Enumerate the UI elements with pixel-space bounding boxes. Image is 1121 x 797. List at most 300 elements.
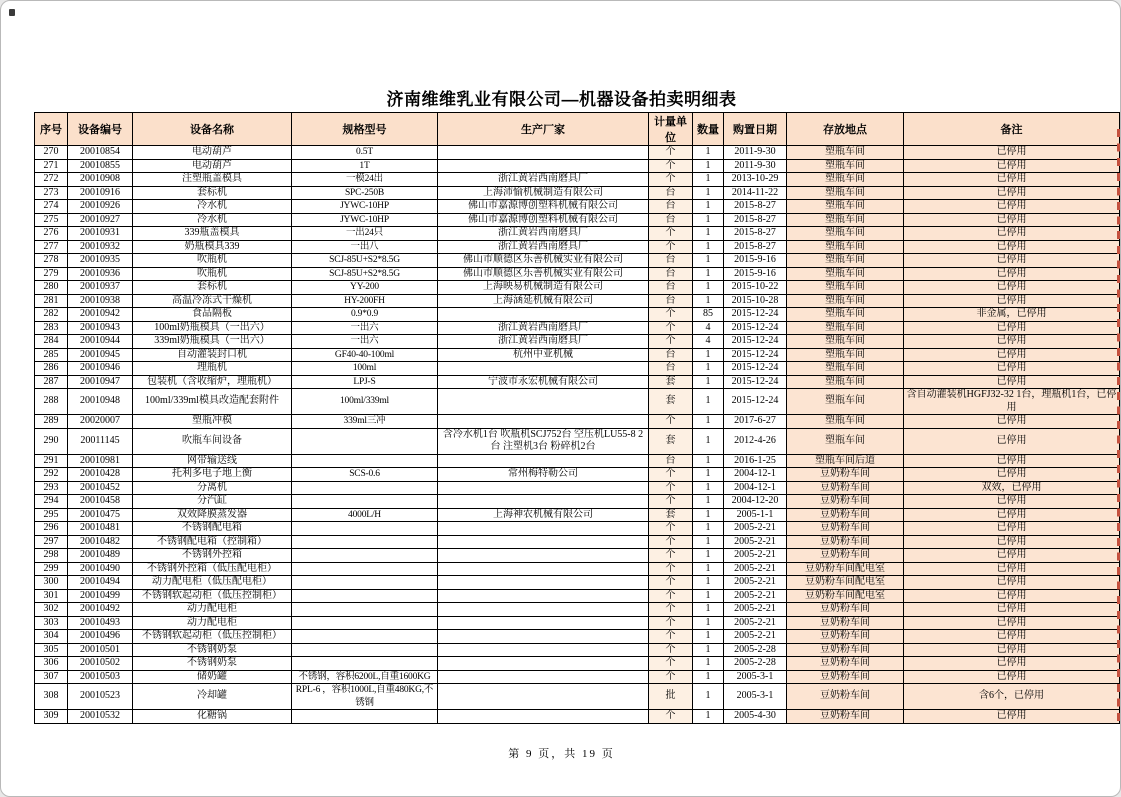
table-cell: 已停用	[904, 254, 1120, 268]
table-row	[35, 468, 1120, 482]
table-cell: 1	[693, 522, 724, 536]
table-cell	[438, 454, 649, 468]
table-cell: 2005-2-21	[724, 522, 787, 536]
table-cell	[438, 415, 649, 429]
table-cell: YY-200	[292, 281, 438, 295]
table-cell	[292, 630, 438, 644]
table-cell: 285	[35, 348, 68, 362]
table-cell: 100ml/339ml	[292, 389, 438, 415]
table-cell: 1	[693, 375, 724, 389]
table-cell: 个	[649, 227, 693, 241]
table-cell	[438, 643, 649, 657]
table-cell: 294	[35, 495, 68, 509]
table-cell: 1	[693, 454, 724, 468]
table-cell: 272	[35, 173, 68, 187]
table-cell: 1	[693, 362, 724, 376]
table-cell: 4000L/H	[292, 508, 438, 522]
table-cell: 2004-12-20	[724, 495, 787, 509]
table-cell	[438, 146, 649, 160]
table-cell: 浙江黄岩西南磨具厂	[438, 240, 649, 254]
table-cell: 塑瓶车间	[787, 240, 904, 254]
table-cell: 1	[693, 562, 724, 576]
table-cell: 339瓶盖模具	[133, 227, 292, 241]
table-cell: 电动葫芦	[133, 159, 292, 173]
table-row	[35, 186, 1120, 200]
table-cell: 20010936	[68, 267, 133, 281]
table-cell: 个	[649, 321, 693, 335]
table-cell: 1	[693, 589, 724, 603]
table-cell: 豆奶粉车间	[787, 643, 904, 657]
table-row	[35, 281, 1120, 295]
table-cell: 2015-12-24	[724, 308, 787, 322]
table-cell: 豆奶粉车间	[787, 670, 904, 684]
table-cell	[438, 710, 649, 724]
table-cell: RPL-6 ，容积1000L,自重480KG,不锈钢	[292, 684, 438, 710]
table-cell: 台	[649, 213, 693, 227]
table-cell	[292, 549, 438, 563]
table-cell: 2005-2-21	[724, 576, 787, 590]
table-cell: 豆奶粉车间	[787, 522, 904, 536]
table-cell: 271	[35, 159, 68, 173]
column-header-quantity: 数量	[693, 113, 724, 146]
table-cell: 杭州中亚机械	[438, 348, 649, 362]
table-cell: 302	[35, 603, 68, 617]
table-cell	[438, 159, 649, 173]
table-cell: 2015-12-24	[724, 389, 787, 415]
table-row	[35, 684, 1120, 710]
table-cell: 301	[35, 589, 68, 603]
table-cell: 台	[649, 200, 693, 214]
table-cell	[438, 603, 649, 617]
table-cell: 个	[649, 481, 693, 495]
page-number: 第 9 页，共 19 页	[508, 748, 615, 760]
table-cell: 2015-12-24	[724, 362, 787, 376]
table-cell: 不锈钢软起动柜（低压控制柜）	[133, 589, 292, 603]
table-cell: 动力配电柜（低压配电柜）	[133, 576, 292, 590]
table-row	[35, 227, 1120, 241]
table-cell: HY-200FH	[292, 294, 438, 308]
table-cell: 台	[649, 254, 693, 268]
table-cell: 个	[649, 240, 693, 254]
table-cell: 20010943	[68, 321, 133, 335]
table-cell: 20010503	[68, 670, 133, 684]
table-cell: 2015-8-27	[724, 213, 787, 227]
table-cell: 已停用	[904, 294, 1120, 308]
table-cell: SCJ-85U+S2*8.5G	[292, 254, 438, 268]
table-cell: 已停用	[904, 630, 1120, 644]
table-cell: 1	[693, 240, 724, 254]
table-cell: 注塑瓶盖模具	[133, 173, 292, 187]
table-cell: 上海沛愉机械制造有限公司	[438, 186, 649, 200]
table-cell: 浙江黄岩西南磨具厂	[438, 227, 649, 241]
table-cell: 278	[35, 254, 68, 268]
table-cell: 2015-9-16	[724, 267, 787, 281]
table-cell: 已停用	[904, 522, 1120, 536]
table-cell: 20010946	[68, 362, 133, 376]
table-cell: 2005-2-21	[724, 616, 787, 630]
table-cell: 20010944	[68, 335, 133, 349]
table-cell: 佛山市嘉源博创塑料机械有限公司	[438, 200, 649, 214]
table-cell: 1	[693, 468, 724, 482]
table-cell	[438, 576, 649, 590]
table-cell: 20010855	[68, 159, 133, 173]
equipment-auction-table	[34, 112, 1120, 724]
table-cell: 非金属，已停用	[904, 308, 1120, 322]
table-cell: 287	[35, 375, 68, 389]
table-body	[35, 146, 1120, 724]
table-cell: 1	[693, 643, 724, 657]
scan-artifact	[9, 9, 15, 16]
table-row	[35, 643, 1120, 657]
table-cell: LPJ-S	[292, 375, 438, 389]
table-cell: 塑瓶车间	[787, 375, 904, 389]
table-cell: 20010502	[68, 657, 133, 671]
table-row	[35, 267, 1120, 281]
table-cell: 304	[35, 630, 68, 644]
table-cell: 高温冷冻式干燥机	[133, 294, 292, 308]
table-cell: 塑瓶车间	[787, 186, 904, 200]
table-cell: 已停用	[904, 200, 1120, 214]
table-cell: 不锈钢外控箱	[133, 549, 292, 563]
table-cell: 1	[693, 173, 724, 187]
table-cell: 273	[35, 186, 68, 200]
table-cell: 1	[693, 576, 724, 590]
table-cell: 套	[649, 375, 693, 389]
table-cell: 已停用	[904, 549, 1120, 563]
table-cell: 豆奶粉车间	[787, 684, 904, 710]
table-cell: 塑瓶车间	[787, 335, 904, 349]
table-cell: 塑瓶车间	[787, 159, 904, 173]
table-cell	[438, 389, 649, 415]
table-cell: 吹瓶车间设备	[133, 428, 292, 454]
table-cell: 套	[649, 428, 693, 454]
table-cell: 已停用	[904, 643, 1120, 657]
table-cell: 2005-3-1	[724, 670, 787, 684]
table-cell: 不锈钢配电箱	[133, 522, 292, 536]
table-cell: 2015-12-24	[724, 335, 787, 349]
table-cell: 2012-4-26	[724, 428, 787, 454]
table-row	[35, 710, 1120, 724]
table-cell: 2015-8-27	[724, 200, 787, 214]
table-cell: 豆奶粉车间	[787, 630, 904, 644]
table-cell: 批	[649, 684, 693, 710]
table-row	[35, 522, 1120, 536]
table-cell: 台	[649, 294, 693, 308]
table-cell: 1	[693, 657, 724, 671]
table-cell: 4	[693, 335, 724, 349]
table-cell	[438, 535, 649, 549]
table-cell: 含6个，已停用	[904, 684, 1120, 710]
table-cell: 100ml	[292, 362, 438, 376]
table-cell: 1	[693, 603, 724, 617]
table-row	[35, 240, 1120, 254]
table-cell: 豆奶粉车间	[787, 468, 904, 482]
table-cell: 20010931	[68, 227, 133, 241]
table-cell: 20010481	[68, 522, 133, 536]
table-cell: 已停用	[904, 454, 1120, 468]
table-cell: 300	[35, 576, 68, 590]
table-cell: 常州梅特勒公司	[438, 468, 649, 482]
table-cell: 套	[649, 508, 693, 522]
table-cell: 1	[693, 535, 724, 549]
table-cell: 个	[649, 657, 693, 671]
table-cell: 307	[35, 670, 68, 684]
table-cell: 1	[693, 495, 724, 509]
table-cell: 个	[649, 159, 693, 173]
table-cell: 1	[693, 186, 724, 200]
table-cell: 20010935	[68, 254, 133, 268]
table-cell: 309	[35, 710, 68, 724]
table-cell: 冷水机	[133, 200, 292, 214]
table-cell: 已停用	[904, 603, 1120, 617]
table-cell: 已停用	[904, 710, 1120, 724]
table-cell: 上海神农机械有限公司	[438, 508, 649, 522]
table-cell: 个	[649, 710, 693, 724]
table-cell: 塑瓶车间	[787, 227, 904, 241]
table-cell: 2015-12-24	[724, 375, 787, 389]
table-cell: 2005-3-1	[724, 684, 787, 710]
table-cell: 塑瓶车间	[787, 308, 904, 322]
table-cell: 不锈钢软起动柜（低压控制柜）	[133, 630, 292, 644]
table-cell: 1	[693, 348, 724, 362]
table-cell: 1	[693, 200, 724, 214]
table-cell: 20010482	[68, 535, 133, 549]
table-cell: 一出六	[292, 321, 438, 335]
table-cell	[292, 481, 438, 495]
table-row	[35, 481, 1120, 495]
table-cell: 动力配电柜	[133, 616, 292, 630]
table-cell: 2015-12-24	[724, 321, 787, 335]
table-cell: 已停用	[904, 281, 1120, 295]
table-cell: 1	[693, 428, 724, 454]
table-cell: 1	[693, 146, 724, 160]
table-row	[35, 670, 1120, 684]
table-cell: 豆奶粉车间	[787, 657, 904, 671]
table-cell: 自动灌装封口机	[133, 348, 292, 362]
table-cell: 台	[649, 281, 693, 295]
column-header-index: 序号	[35, 113, 68, 146]
table-cell: 2005-2-21	[724, 549, 787, 563]
table-cell: 100ml/339ml模具改造配套附件	[133, 389, 292, 415]
table-cell: 吹瓶机	[133, 267, 292, 281]
table-cell: 20010475	[68, 508, 133, 522]
table-cell: 288	[35, 389, 68, 415]
table-cell: 已停用	[904, 213, 1120, 227]
table-cell: 1	[693, 389, 724, 415]
table-cell: 含冷水机1台 吹瓶机SCJ752台 空压机LU55-8 2台 注塑机3台 粉碎机2台	[438, 428, 649, 454]
table-cell	[438, 616, 649, 630]
table-cell: 浙江黄岩西南磨具厂	[438, 335, 649, 349]
table-cell: JYWC-10HP	[292, 213, 438, 227]
table-cell: 塑瓶车间	[787, 415, 904, 429]
table-row	[35, 321, 1120, 335]
table-cell: 308	[35, 684, 68, 710]
table-cell: 豆奶粉车间	[787, 535, 904, 549]
table-cell: 已停用	[904, 375, 1120, 389]
column-header-equipment-name: 设备名称	[133, 113, 292, 146]
table-cell: 281	[35, 294, 68, 308]
table-cell: 已停用	[904, 589, 1120, 603]
table-cell: 个	[649, 670, 693, 684]
table-cell: 塑瓶车间	[787, 348, 904, 362]
table-row	[35, 146, 1120, 160]
table-cell	[438, 308, 649, 322]
table-cell	[438, 549, 649, 563]
table-cell: 已停用	[904, 348, 1120, 362]
table-cell: 塑瓶冲模	[133, 415, 292, 429]
table-row	[35, 428, 1120, 454]
table-cell	[438, 495, 649, 509]
column-header-spec-model: 规格型号	[292, 113, 438, 146]
table-cell: 20010947	[68, 375, 133, 389]
table-cell: 已停用	[904, 362, 1120, 376]
table-cell: 298	[35, 549, 68, 563]
table-cell: 306	[35, 657, 68, 671]
table-cell: 个	[649, 495, 693, 509]
table-cell: 化糖锅	[133, 710, 292, 724]
table-cell: 20010916	[68, 186, 133, 200]
table-row	[35, 630, 1120, 644]
table-cell	[292, 428, 438, 454]
table-row	[35, 495, 1120, 509]
table-cell: 1	[693, 213, 724, 227]
table-cell: 浙江黄岩西南磨具厂	[438, 173, 649, 187]
table-row	[35, 576, 1120, 590]
table-cell: 1	[693, 294, 724, 308]
table-cell: 已停用	[904, 670, 1120, 684]
table-cell: 个	[649, 415, 693, 429]
table-cell: 豆奶粉车间	[787, 495, 904, 509]
table-cell: 已停用	[904, 186, 1120, 200]
table-cell: 1	[693, 710, 724, 724]
table-cell: 豆奶粉车间	[787, 616, 904, 630]
column-header-purchase-date: 购置日期	[724, 113, 787, 146]
table-cell: 个	[649, 630, 693, 644]
table-cell: 包装机（含收缩炉，理瓶机）	[133, 375, 292, 389]
table-row	[35, 415, 1120, 429]
table-cell: 1	[693, 254, 724, 268]
table-cell: 2005-2-21	[724, 603, 787, 617]
table-cell: 20010926	[68, 200, 133, 214]
table-cell: 上海映易机械制造有限公司	[438, 281, 649, 295]
table-cell: 2013-10-29	[724, 173, 787, 187]
table-cell: SCJ-85U+S2*8.5G	[292, 267, 438, 281]
table-cell: 2005-1-1	[724, 508, 787, 522]
table-cell: 不锈钢配电箱（控制箱）	[133, 535, 292, 549]
table-cell: 个	[649, 522, 693, 536]
table-cell: 已停用	[904, 267, 1120, 281]
table-cell: 已停用	[904, 335, 1120, 349]
table-row	[35, 535, 1120, 549]
table-cell: 1	[693, 159, 724, 173]
table-row	[35, 308, 1120, 322]
table-cell	[292, 589, 438, 603]
table-cell: SPC-250B	[292, 186, 438, 200]
table-cell: 个	[649, 146, 693, 160]
table-cell: 20010981	[68, 454, 133, 468]
table-cell: 塑瓶车间后道	[787, 454, 904, 468]
table-cell: 1	[693, 670, 724, 684]
table-cell: 已停用	[904, 468, 1120, 482]
table-cell	[292, 535, 438, 549]
table-cell	[292, 710, 438, 724]
table-cell: 已停用	[904, 508, 1120, 522]
table-cell: 274	[35, 200, 68, 214]
table-cell: 已停用	[904, 240, 1120, 254]
table-cell: 已停用	[904, 321, 1120, 335]
table-cell: 20010854	[68, 146, 133, 160]
table-cell: 冷却罐	[133, 684, 292, 710]
table-cell: 2005-2-21	[724, 630, 787, 644]
table-cell: 279	[35, 267, 68, 281]
table-cell: 豆奶粉车间	[787, 549, 904, 563]
table-cell: 20010501	[68, 643, 133, 657]
table-cell: 20010492	[68, 603, 133, 617]
table-cell: 豆奶粉车间	[787, 603, 904, 617]
table-cell: 85	[693, 308, 724, 322]
table-cell: 套	[649, 389, 693, 415]
table-cell: 20010493	[68, 616, 133, 630]
table-cell: 20010945	[68, 348, 133, 362]
table-cell	[438, 630, 649, 644]
table-cell: 个	[649, 603, 693, 617]
table-cell: 2005-2-28	[724, 643, 787, 657]
table-cell: 2015-10-22	[724, 281, 787, 295]
table-cell: GF40-40-100ml	[292, 348, 438, 362]
table-cell: 含自动灌装机HGFJ32-32 1台，理瓶机1台，已停用	[904, 389, 1120, 415]
table-cell: 台	[649, 186, 693, 200]
table-cell: 已停用	[904, 535, 1120, 549]
table-cell: 塑瓶车间	[787, 200, 904, 214]
table-cell: 已停用	[904, 159, 1120, 173]
table-cell: SCS-0.6	[292, 468, 438, 482]
table-cell: 299	[35, 562, 68, 576]
table-cell: 塑瓶车间	[787, 173, 904, 187]
table-cell: 托利多电子地上衡	[133, 468, 292, 482]
table-cell: 动力配电柜	[133, 603, 292, 617]
table-cell: 双效，已停用	[904, 481, 1120, 495]
table-cell: 吹瓶机	[133, 254, 292, 268]
table-cell: 20010532	[68, 710, 133, 724]
table-cell: 2005-2-21	[724, 562, 787, 576]
table-cell: 289	[35, 415, 68, 429]
table-cell: 277	[35, 240, 68, 254]
column-header-manufacturer: 生产厂家	[438, 113, 649, 146]
table-cell: 20010496	[68, 630, 133, 644]
table-cell: 电动葫芦	[133, 146, 292, 160]
table-row	[35, 549, 1120, 563]
table-cell: 20010494	[68, 576, 133, 590]
table-cell: 已停用	[904, 415, 1120, 429]
table-cell: 2005-2-21	[724, 589, 787, 603]
table-cell: 297	[35, 535, 68, 549]
table-row	[35, 603, 1120, 617]
table-cell: 塑瓶车间	[787, 254, 904, 268]
table-cell	[292, 562, 438, 576]
table-cell: 290	[35, 428, 68, 454]
table-cell: 不锈钢奶泵	[133, 657, 292, 671]
table-cell	[292, 522, 438, 536]
table-cell	[292, 576, 438, 590]
table-cell: 1	[693, 267, 724, 281]
table-cell: 1	[693, 616, 724, 630]
table-cell: 塑瓶车间	[787, 362, 904, 376]
table-cell: 塑瓶车间	[787, 267, 904, 281]
table-cell: 2014-11-22	[724, 186, 787, 200]
table-cell: 个	[649, 589, 693, 603]
table-cell: 20010948	[68, 389, 133, 415]
table-cell: 上海涵延机械有限公司	[438, 294, 649, 308]
